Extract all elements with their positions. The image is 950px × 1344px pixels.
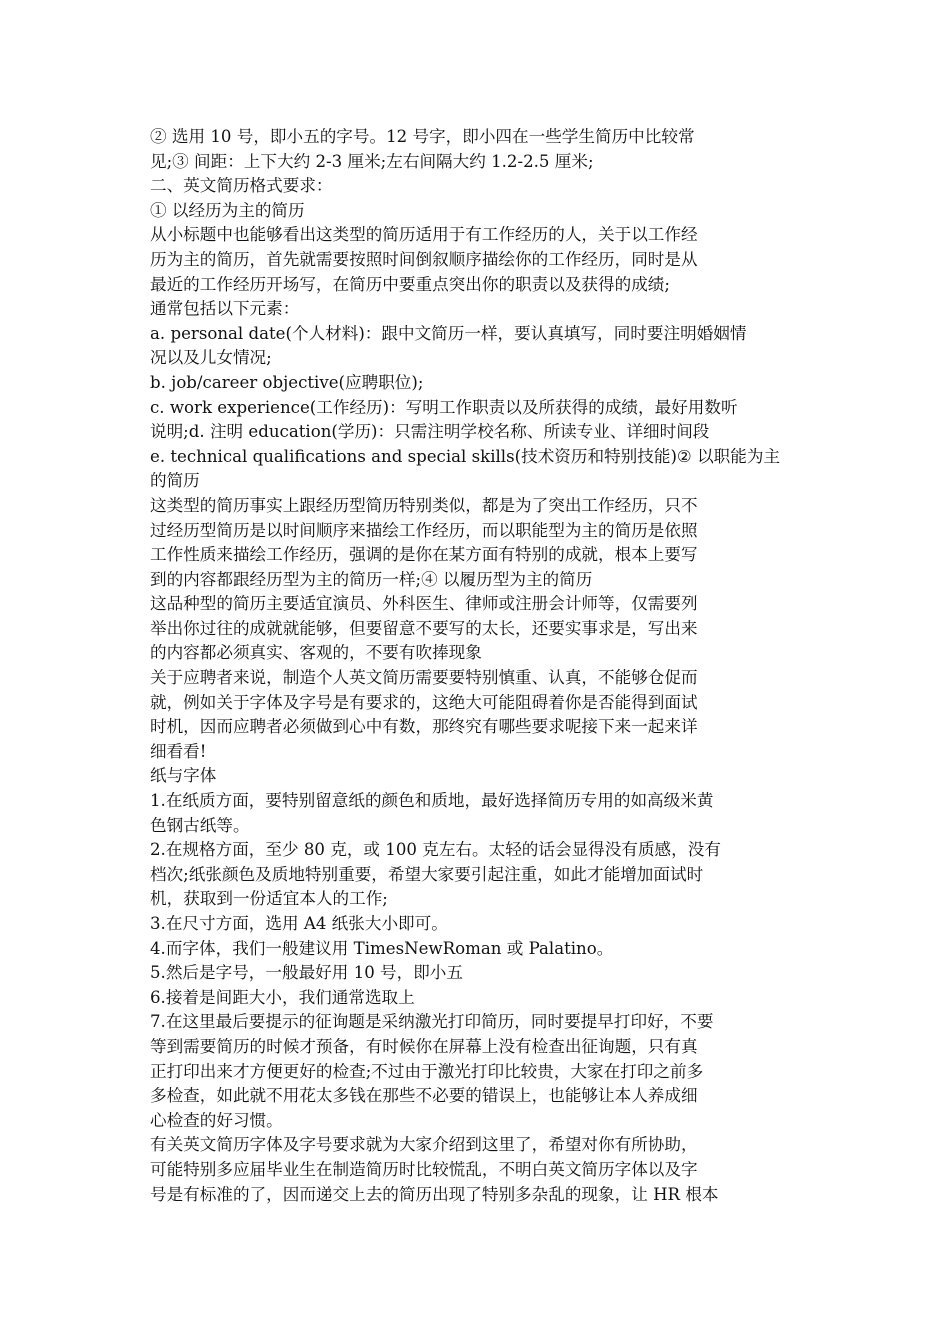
- text-line: 细看看!: [150, 741, 207, 761]
- text-line: 6.接着是间距大小，我们通常选取上: [150, 987, 415, 1007]
- text-line: 2.在规格方面，至少 80 克，或 100 克左右。太轻的话会显得没有质感，没有: [150, 840, 721, 860]
- paragraph: [150, 937, 802, 962]
- text-line: 心检查的好习惯。: [150, 1110, 283, 1130]
- text-line: 见;③ 间距：上下大约 2-3 厘米;左右间隔大约 1.2-2.5 厘米;: [150, 151, 594, 171]
- text-line: 最近的工作经历开场写，在简历中要重点突出你的职责以及获得的成绩;: [150, 274, 670, 294]
- text-line: 况以及儿女情况;: [150, 348, 272, 368]
- text-line: 号是有标准的了，因而递交上去的简历出现了特别多杂乱的现象，让 HR 根本: [150, 1184, 719, 1204]
- paragraph: [150, 494, 802, 592]
- paragraph: [150, 764, 802, 789]
- document-body: [150, 125, 802, 1207]
- paragraph: [150, 396, 802, 445]
- text-line: 的简历: [150, 471, 200, 491]
- paragraph: [150, 445, 802, 494]
- text-line: 过经历型简历是以时间顺序来描绘工作经历，而以职能型为主的简历是依照: [150, 520, 698, 540]
- paragraph: [150, 912, 802, 937]
- text-line: 等到需要简历的时候才预备，有时候你在屏幕上没有检查出征询题，只有真: [150, 1036, 698, 1056]
- paragraph: [150, 199, 802, 224]
- text-line: 1.在纸质方面，要特别留意纸的颜色和质地，最好选择简历专用的如高级米黄: [150, 791, 714, 811]
- text-line: 3.在尺寸方面，选用 A4 纸张大小即可。: [150, 914, 448, 933]
- text-line: ① 以经历为主的简历: [150, 200, 305, 220]
- text-line: 机，获取到一份适宜本人的工作;: [150, 889, 388, 909]
- text-line: 说明;d. 注明 education(学历)：只需注明学校名称、所读专业、详细时间段: [150, 422, 710, 442]
- text-line: 5.然后是字号，一般最好用 10 号，即小五: [150, 963, 463, 983]
- text-line: 通常包括以下元素：: [150, 299, 300, 319]
- text-line: 这类型的简历事实上跟经历型简历特别类似，都是为了突出工作经历，只不: [150, 495, 698, 515]
- text-line: 就，例如关于字体及字号是有要求的，这绝大可能阻碍着你是否能得到面试: [150, 692, 698, 712]
- text-line: 7.在这里最后要提示的征询题是采纳激光打印简历，同时要提早打印好，不要: [150, 1012, 714, 1032]
- text-line: 到的内容都跟经历型为主的简历一样;④ 以履历型为主的简历: [150, 569, 593, 589]
- text-line: 关于应聘者来说，制造个人英文简历需要要特别慎重、认真，不能够仓促而: [150, 668, 698, 688]
- paragraph: [150, 838, 802, 912]
- paragraph: [150, 322, 802, 371]
- text-line: c. work experience(工作经历)：写明工作职责以及所获得的成绩，最好用数听: [150, 397, 738, 417]
- paragraph: [150, 174, 802, 199]
- paragraph: [150, 961, 802, 986]
- text-line: 可能特别多应届毕业生在制造简历时比较慌乱，不明白英文简历字体以及字: [150, 1159, 698, 1179]
- text-line: a. personal date(个人材料)：跟中文简历一样，要认真填写，同时要注明婚姻情: [150, 323, 747, 343]
- text-line: 时机，因而应聘者必须做到心中有数，那终究有哪些要求呢接下来一起来详: [150, 717, 698, 737]
- text-line: 历为主的简历，首先就需要按照时间倒叙顺序描绘你的工作经历，同时是从: [150, 249, 698, 269]
- text-line: 从小标题中也能够看出这类型的简历适用于有工作经历的人，关于以工作经: [150, 225, 698, 245]
- paragraph: [150, 789, 802, 838]
- text-line: 的内容都必须真实、客观的，不要有吹捧现象: [150, 643, 482, 663]
- text-line: 正打印出来才方便更好的检查;不过由于激光打印比较贵，大家在打印之前多: [150, 1061, 704, 1081]
- text-line: ② 选用 10 号，即小五的字号。12 号字，即小四在一些学生简历中比较常: [150, 127, 695, 146]
- text-line: 举出你过往的成就就能够，但要留意不要写的太长，还要实事求是，写出来: [150, 618, 698, 638]
- text-line: 多检查，如此就不用花太多钱在那些不必要的错误上，也能够让本人养成细: [150, 1086, 698, 1106]
- paragraph: [150, 1010, 802, 1133]
- text-line: 工作性质来描绘工作经历，强调的是你在某方面有特别的成就，根本上要写: [150, 545, 698, 565]
- paragraph: [150, 125, 802, 174]
- text-line: e. technical qualifications and special skills(技术资历和特别技能)② 以职能为主: [150, 446, 781, 466]
- paragraph: [150, 297, 802, 322]
- paragraph: [150, 1133, 802, 1207]
- text-line: 色钢古纸等。: [150, 815, 250, 835]
- text-line: b. job/career objective(应聘职位);: [150, 372, 424, 392]
- paragraph: [150, 986, 802, 1011]
- text-line: 4.而字体，我们一般建议用 TimesNewRoman 或 Palatino。: [150, 938, 614, 958]
- paragraph: [150, 371, 802, 396]
- paragraph: [150, 592, 802, 666]
- paragraph: [150, 223, 802, 297]
- text-line: 档次;纸张颜色及质地特别重要，希望大家要引起注重，如此才能增加面试时: [150, 864, 704, 884]
- text-line: 纸与字体: [150, 766, 217, 786]
- text-line: 有关英文简历字体及字号要求就为大家介绍到这里了，希望对你有所协助，: [150, 1135, 698, 1155]
- paragraph: [150, 666, 802, 764]
- text-line: 这品种型的简历主要适宜演员、外科医生、律师或注册会计师等，仅需要列: [150, 594, 698, 614]
- text-line: 二、英文简历格式要求：: [150, 176, 333, 196]
